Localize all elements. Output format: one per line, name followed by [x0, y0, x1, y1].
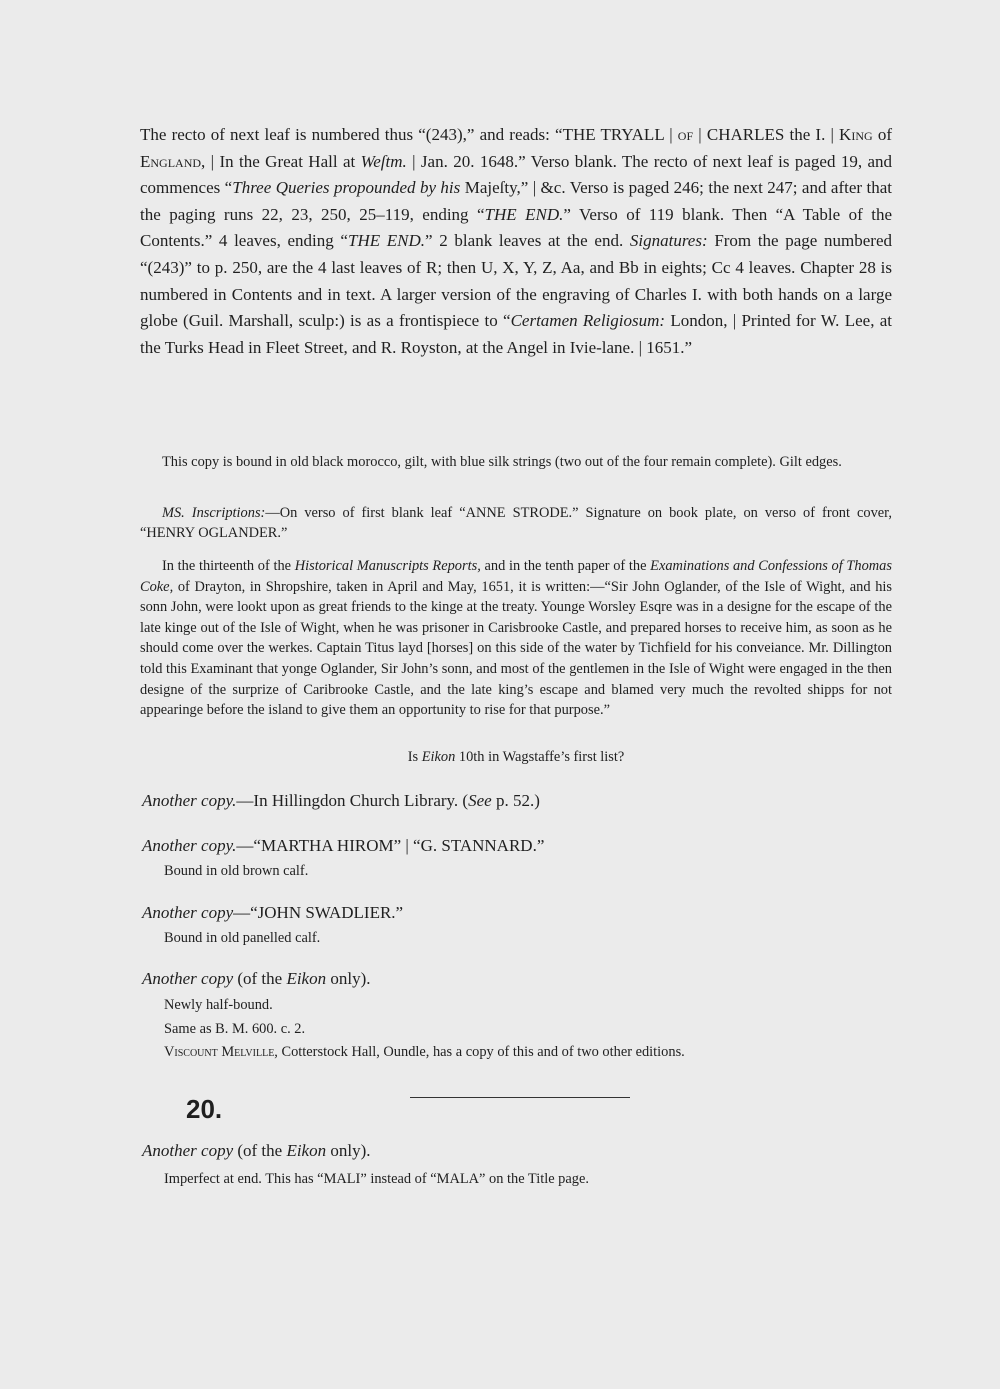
text: (of the — [233, 969, 287, 988]
question-line — [140, 747, 892, 767]
entry-hirom — [142, 835, 894, 857]
text: | Jan. 20. 1648.” Verso blank. The recto of next leaf is paged 19, and commences “ — [140, 151, 893, 198]
hmc-paragraph — [140, 556, 892, 721]
entry-swadlier — [142, 902, 894, 924]
text: 10th in Wagstaffe’s first list? — [455, 749, 625, 765]
text: In the thirteenth of the — [162, 558, 295, 574]
text: Eikon — [421, 749, 456, 765]
entry-eikon-only — [142, 968, 894, 990]
text: (of the — [233, 1141, 287, 1160]
entry-label: Another copy — [142, 1141, 234, 1160]
note-line: Same as B. M. 600. c. 2. — [164, 1021, 306, 1037]
text: Three Queries propounded by his — [232, 178, 461, 198]
text: —“MARTHA HIROM” | “G. STANNARD.” — [236, 836, 545, 855]
text: From the page numbered “(243)” to p. 250, are the 4 last leaves of R; then U, X, Y, Z, Aa, and Bb in eights; Cc 4 leaves. Chapter 28 is numbered in Contents and in text. A larger version of the engraving of Charles I. with both hands on a large globe (Guil. Marshall, sculp:) is as a frontispiece to “ — [140, 231, 893, 331]
text: Viscount Melville, — [164, 1044, 278, 1060]
text: of Drayton, in Shropshire, taken in April and May, 1651, it is written:—“Sir John Oglander, of the Isle of Wight, and his sonn John, were lookt upon as great friends to the kinge at the treaty. Younge Worsley Esqre was in a designe for the escape of the late kinge out of the Isle of Wight, when he was prisoner in Carisbrooke Castle, and prepared horses to receive him, as soon as he should come over the werkes. Captain Titus layd [horses] on this side of the water by Tichfield for his conveiance. Mr. Dillington told this Examinant that yonge Oglander, Sir John’s sonn, and most of the gentlemen in the Isle of Wight were engaged in the then designe of the surprize of Caribrooke Castle, and the late king’s escape and blamed very much the revolted shipps for not appearinge before the island to give them an opportunity to rise for that purpose.” — [140, 578, 892, 719]
text: ” Verso of 119 blank. Then “A Table of the Contents.” 4 leaves, ending “ — [140, 204, 892, 251]
text: England — [140, 151, 202, 171]
text: THE END. — [484, 204, 564, 224]
text: THE END. — [347, 231, 426, 251]
section-number: 20. — [186, 1094, 223, 1124]
entry-eikon-only-2 — [142, 1140, 894, 1162]
note-line: Imperfect at end. This has “MALI” instead of “MALA” on the Title page. — [164, 1171, 589, 1187]
entry-label: Another copy — [142, 969, 234, 988]
text: Majeſty,” | &c. Verso is paged 246; the next 247; and after that the paging runs 22, 23, 250, 25–119, ending “ — [140, 178, 892, 224]
text: —In Hillingdon Church Library. ( — [236, 791, 469, 810]
text: , | In the Great Hall at — [201, 151, 361, 171]
text: This copy is bound in old black morocco, gilt, with blue silk strings (two out of the four remain complete). Gilt edges. — [162, 454, 842, 470]
text: of — [872, 125, 892, 144]
ms-inscriptions — [140, 503, 892, 544]
entry-label: Another copy — [142, 903, 234, 922]
text: ” 2 blank leaves at the end. — [425, 231, 630, 251]
entry-label: Another copy. — [142, 836, 237, 855]
label: MS. Inscriptions: — [162, 505, 266, 521]
text: p. 52.) — [491, 791, 540, 810]
text: only). — [326, 1141, 371, 1160]
text: —On verso of first blank leaf “ANNE STRODE.” Signature on book plate, on verso of front cover, “HENRY OGLANDER.” — [140, 505, 892, 542]
text: See — [468, 791, 492, 810]
divider-rule — [410, 1097, 630, 1098]
collation-paragraph — [140, 122, 892, 361]
entry-hillingdon — [142, 790, 894, 812]
text: Certamen Religiosum: — [510, 311, 666, 331]
text: Historical Manuscripts Reports, — [294, 558, 481, 574]
note-line — [164, 1042, 904, 1062]
binding-note — [140, 452, 892, 472]
text: Is — [407, 749, 422, 765]
text: Weſtm. — [360, 151, 407, 171]
text: Eikon — [286, 969, 327, 988]
note-line: Newly half-bound. — [164, 997, 273, 1013]
text: Signatures: — [629, 231, 708, 251]
text: —“JOHN SWADLIER.” — [233, 903, 404, 922]
text: | CHARLES the I. | — [693, 125, 840, 144]
text: London, | Printed for W. Lee, at the Turks Head in Fleet Street, and R. Royston, at the Angel in Ivie-lane. | 1651.” — [140, 311, 893, 357]
entry-label: Another copy. — [142, 791, 237, 810]
text: of — [677, 125, 694, 144]
text: Cotterstock Hall, Oundle, has a copy of this and of two other editions. — [277, 1044, 685, 1060]
text: The recto of next leaf is numbered thus “(243),” and reads: “THE TRYALL | — [140, 125, 678, 144]
text: Examinations and Confessions of Thomas Coke, — [140, 558, 892, 595]
text: only). — [326, 969, 371, 988]
text: and in the tenth paper of the — [480, 558, 651, 574]
text: Eikon — [286, 1141, 327, 1160]
binding-note: Bound in old panelled calf. — [164, 930, 321, 946]
binding-note: Bound in old brown calf. — [164, 863, 309, 879]
text: King — [839, 125, 873, 144]
